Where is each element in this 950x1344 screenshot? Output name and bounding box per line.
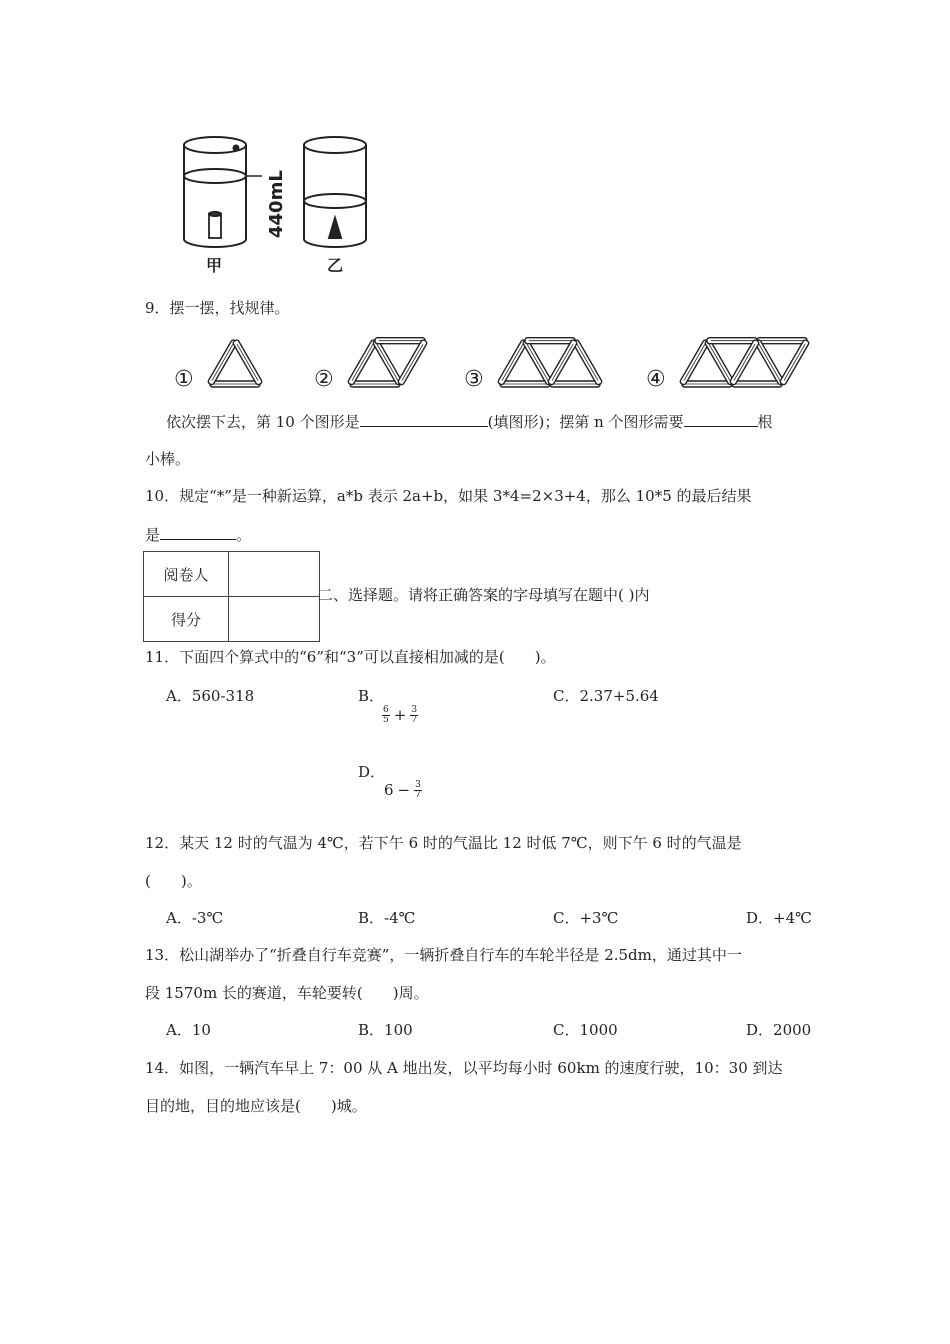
marker-4: ④ [646,367,666,392]
cylinder-yi [304,137,366,247]
label-yi: 乙 [327,256,344,275]
q11-b-fraction-2: $\frac{3}{7}$ [411,704,418,725]
q11-option-d-label[interactable]: D． [358,763,386,781]
q10-line1: 10．规定“*”是一种新运算，a*b 表示 2a+b，如果 3*4=2×3+4，那么 10*5 的最后结果 [145,487,752,505]
q9-question-line1 [166,410,773,432]
q12-option-d[interactable]: D．+4℃ [746,909,812,927]
q11-b-fraction-1: $\frac{6}{5}$ [383,704,389,725]
q11-option-c[interactable]: C．2.37+5.64 [553,687,659,705]
q11-d-operator: − [397,781,411,799]
q9-title: 9．摆一摆，找规律。 [145,299,290,317]
score-label: 得分 [144,597,229,642]
q9-text-part2: (填图形)；摆第 n 个图形需要 [487,413,684,431]
q11-stem: 11．下面四个算式中的“6”和“3”可以直接相加减的是( )。 [145,648,556,666]
q12-option-a[interactable]: A．-3℃ [166,909,224,927]
q13-line2: 段 1570m 长的赛道，车轮要转( )周。 [145,984,429,1002]
grader-label: 阅卷人 [144,552,229,597]
marker-1: ① [174,367,194,392]
q9-question-line2: 小棒。 [145,450,191,468]
cylinder-figure [170,128,380,278]
score-cell[interactable] [229,597,320,642]
q9-answer-blank-2[interactable] [684,410,758,427]
q9-text-part3: 根 [757,413,773,431]
pattern-4 [679,338,809,387]
q11-b-operator: + [393,706,407,724]
q10-prefix: 是 [145,526,161,544]
section-2-title: 二、选择题。请将正确答案的字母填写在题中( )内 [318,586,650,604]
q13-option-c[interactable]: C．1000 [553,1021,618,1039]
cylinder-jia [184,137,262,247]
q11-option-a[interactable]: A．560-318 [166,687,255,705]
q13-line1: 13．松山湖举办了“折叠自行车竞赛”，一辆折叠自行车的车轮半径是 2.5dm，通过其中一 [145,946,742,964]
q11-d-whole: 6 [384,781,394,799]
stick-triangles-figure [170,334,820,396]
q13-option-b[interactable]: B．100 [358,1021,413,1039]
q13-option-d[interactable]: D．2000 [746,1021,812,1039]
measure-label: 440mL [266,170,287,238]
q12-line2: ( )。 [145,872,202,890]
q11-option-b-expression [382,705,418,725]
label-jia: 甲 [206,256,223,275]
q12-line1: 12．某天 12 时的气温为 4℃，若下午 6 时的气温比 12 时低 7℃，则下午 6 时的气温是 [145,834,742,852]
pattern-2 [347,338,427,387]
q14-line2: 目的地，目的地应该是( )城。 [145,1097,367,1115]
q12-option-c[interactable]: C．+3℃ [553,909,619,927]
grader-cell[interactable] [229,552,320,597]
grader-table [143,551,320,642]
pattern-3 [497,338,602,387]
q9-text-part1: 依次摆下去，第 10 个图形是 [166,413,360,431]
q12-option-b[interactable]: B．-4℃ [358,909,416,927]
q14-line1: 14．如图，一辆汽车早上 7：00 从 A 地出发，以平均每小时 60km 的速度行驶，10：30 到达 [145,1059,783,1077]
q11-option-b-label[interactable]: B． [358,687,385,705]
q11-option-d-expression [384,780,422,800]
q13-option-a[interactable]: A．10 [166,1021,211,1039]
marker-3: ③ [464,367,484,392]
marker-2: ② [314,367,334,392]
q10-line2 [145,523,251,545]
pattern-1 [207,339,262,387]
q10-answer-blank[interactable] [160,523,236,540]
q9-answer-blank-1[interactable] [360,410,488,427]
q10-suffix: 。 [236,526,252,544]
q11-d-fraction: $\frac{3}{7}$ [415,779,421,800]
